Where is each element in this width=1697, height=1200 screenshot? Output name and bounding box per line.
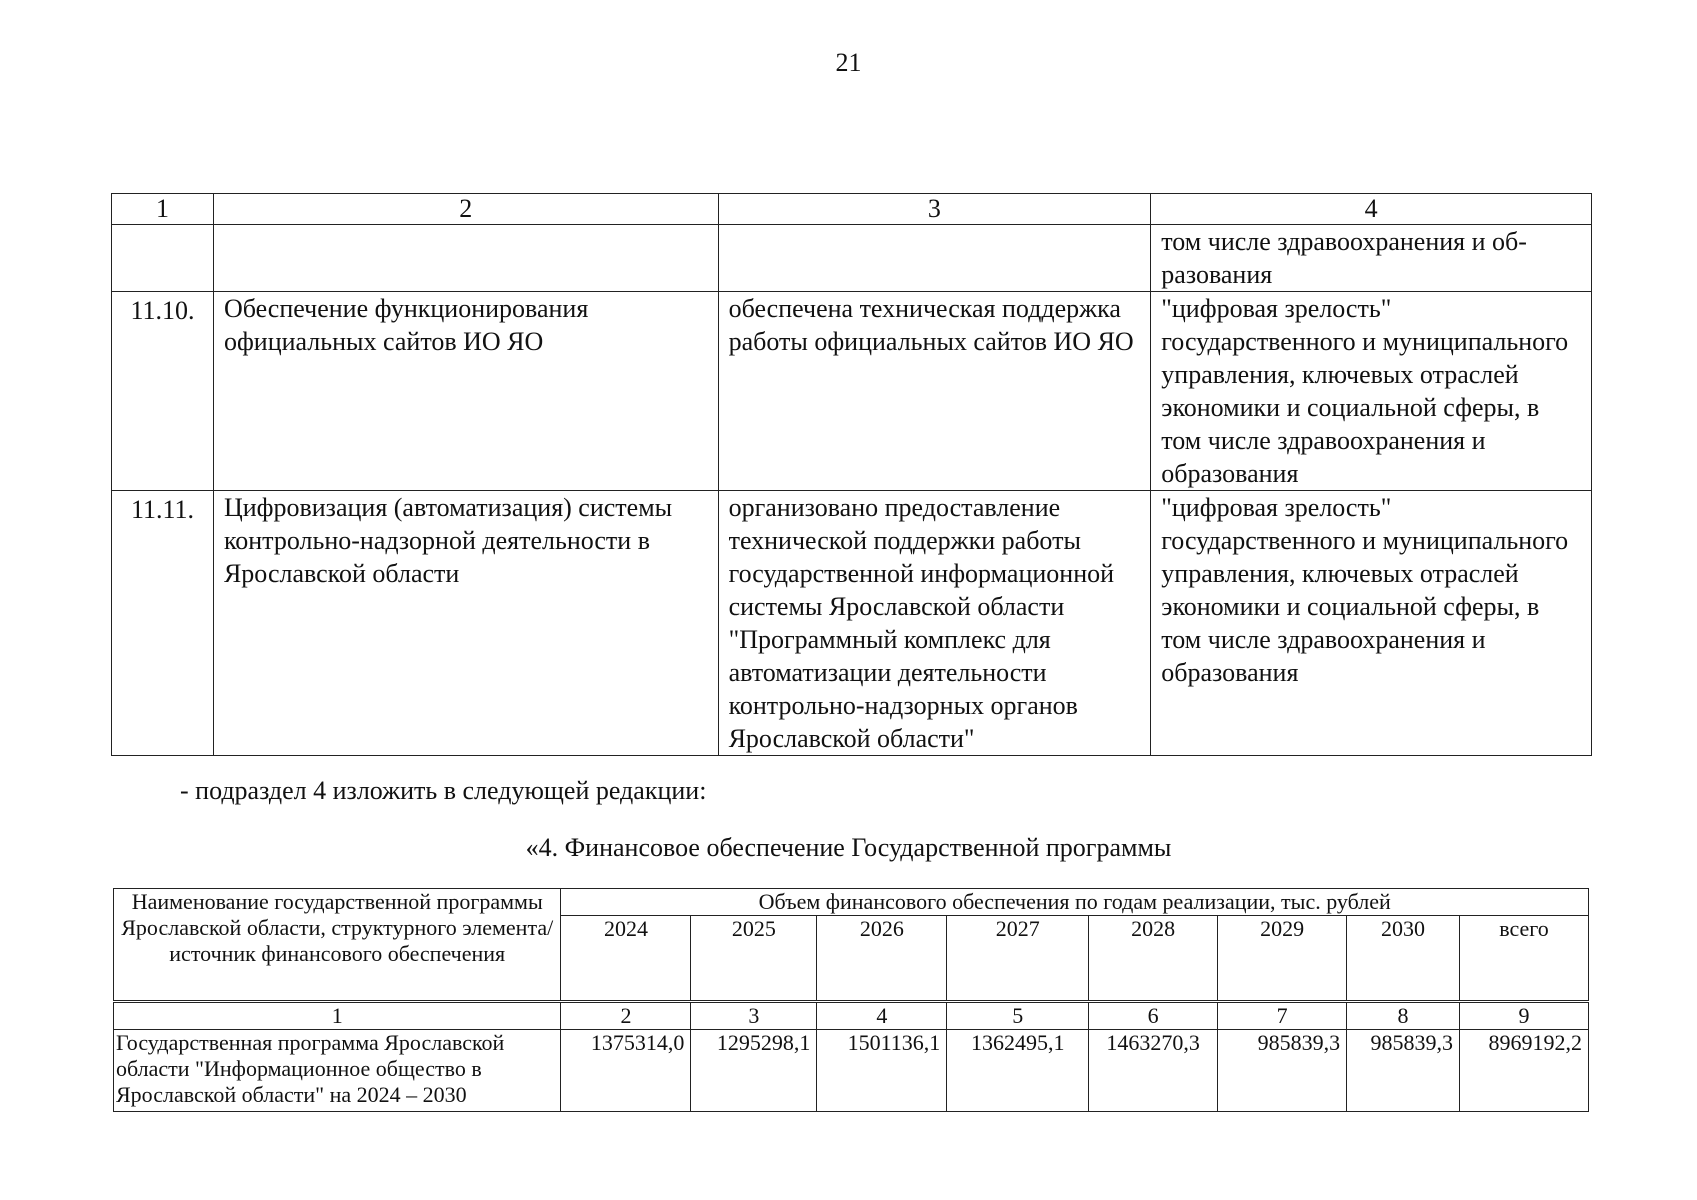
year-header: 2025 (691, 916, 817, 1002)
column-number: 9 (1460, 1002, 1589, 1030)
activity-name: Цифровизация (автоматизация) системы контрольно-надзорной деятельности в Ярославской области (213, 491, 718, 756)
table-row (114, 1030, 1589, 1112)
activity-indicator: "цифровая зрелость" государственного и муниципального управления, ключевых отраслей экономики и социальной сферы, в том числе здравоохранения и образования (1151, 292, 1592, 491)
amount-cell: 1501136,1 (817, 1030, 947, 1112)
year-header: 2028 (1089, 916, 1218, 1002)
instruction-paragraph: - подраздел 4 изложить в следующей редакции: (180, 776, 707, 805)
table-row (112, 292, 1592, 491)
year-header: 2029 (1218, 916, 1347, 1002)
column-number: 5 (947, 1002, 1089, 1030)
program-name: Государственная программа Ярославской области "Информационное общество в Ярославской области" на 2024 – 2030 (114, 1030, 561, 1112)
table-row (112, 491, 1592, 756)
activity-name (213, 225, 718, 292)
amount-cell: 1375314,0 (561, 1030, 691, 1112)
activity-result: обеспечена техническая поддержка работы официальных сайтов ИО ЯО (718, 292, 1151, 491)
year-header: 2026 (817, 916, 947, 1002)
financing-header-row (114, 889, 1589, 916)
program-name-header: Наименование государственной программы Ярославской области, структурного элемента/ источник финансового обеспечения (114, 889, 561, 1002)
column-header: 1 (112, 194, 214, 225)
volume-header: Объем финансового обеспечения по годам реализации, тыс. рублей (561, 889, 1589, 916)
column-header: 2 (213, 194, 718, 225)
activity-result: организовано предоставление технической поддержки работы государственной информационной системы Ярославской области "Программный комплекс для автоматизации деятельности контрольно-надзорных органов Ярославской области" (718, 491, 1151, 756)
total-header: всего (1460, 916, 1589, 1002)
activities-table-header-row (112, 194, 1592, 225)
column-number: 4 (817, 1002, 947, 1030)
year-header: 2027 (947, 916, 1089, 1002)
activity-indicator: "цифровая зрелость" государственного и муниципального управления, ключевых отраслей экономики и социальной сферы, в том числе здравоохранения и образования (1151, 491, 1592, 756)
activity-name: Обеспечение функционирования официальных сайтов ИО ЯО (213, 292, 718, 491)
column-number: 3 (691, 1002, 817, 1030)
column-numbers-row (114, 1002, 1589, 1030)
page-number: 21 (835, 48, 862, 77)
row-number: 11.10. (112, 292, 214, 491)
financing-table (113, 888, 1589, 1112)
column-number: 7 (1218, 1002, 1347, 1030)
amount-cell: 1362495,1 (947, 1030, 1089, 1112)
activities-table (111, 193, 1592, 756)
year-header: 2030 (1347, 916, 1460, 1002)
amount-cell: 1463270,3 (1089, 1030, 1218, 1112)
row-number: 11.11. (112, 491, 214, 756)
column-header: 4 (1151, 194, 1592, 225)
total-amount-cell: 8969192,2 (1460, 1030, 1589, 1112)
table-row (112, 225, 1592, 292)
activity-result (718, 225, 1151, 292)
section-title: «4. Финансовое обеспечение Государственной программы (525, 833, 1172, 862)
column-number: 1 (114, 1002, 561, 1030)
row-number (112, 225, 214, 292)
activity-indicator: том числе здравоохранения и об-разования (1151, 225, 1592, 292)
column-header: 3 (718, 194, 1151, 225)
column-number: 6 (1089, 1002, 1218, 1030)
amount-cell: 985839,3 (1347, 1030, 1460, 1112)
amount-cell: 1295298,1 (691, 1030, 817, 1112)
year-header: 2024 (561, 916, 691, 1002)
amount-cell: 985839,3 (1218, 1030, 1347, 1112)
column-number: 8 (1347, 1002, 1460, 1030)
column-number: 2 (561, 1002, 691, 1030)
